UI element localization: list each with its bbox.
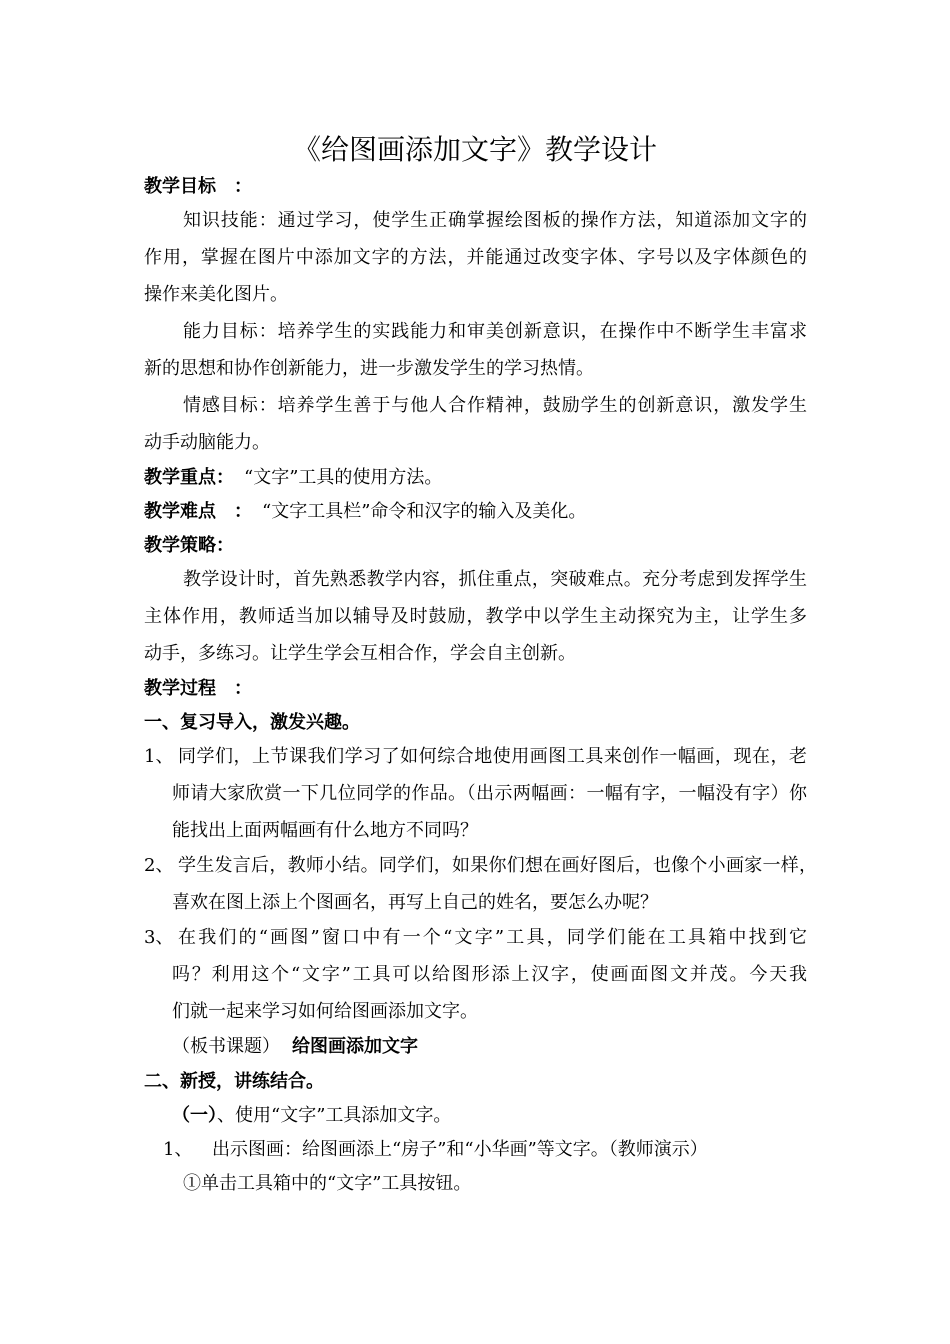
item-2-line-1: 学生发言后，教师小结。同学们，如果你们想在画好图后，也像个小画家一样， xyxy=(178,855,817,876)
ability-line-1: 能力目标：培养学生的实践能力和审美创新意识，在操作中不断学生丰富求 xyxy=(183,321,807,342)
sub-1-row xyxy=(172,1102,451,1130)
difficulty-text: “文字工具栏”命令和汉字的输入及美化。 xyxy=(262,501,587,522)
knowledge-line-2: 作用，掌握在图片中添加文字的方法，并能通过改变字体、字号以及字体颜色的 xyxy=(144,247,807,268)
item-1-line-2: 师请大家欣赏一下几位同学的作品。（出示两幅画：一幅有字，一幅没有字）你 xyxy=(172,783,807,804)
document-title: 《给图画添加文字》教学设计 xyxy=(292,133,657,166)
sub-1-text: 、使用“文字”工具添加文字。 xyxy=(217,1105,452,1126)
item-3-line-1: 在我们的“画图”窗口中有一个“文字”工具，同学们能在工具箱中找到它 xyxy=(178,927,807,948)
objectives-heading: 教学目标 ： xyxy=(144,176,252,197)
section-1-heading: 一、复习导入，激发兴趣。 xyxy=(144,712,360,733)
difficulty-row xyxy=(144,498,586,526)
ability-line-2: 新的思想和协作创新能力，进一步激发学生的学习热情。 xyxy=(144,358,594,379)
emotion-line-1: 情感目标：培养学生善于与他人合作精神，鼓励学生的创新意识，激发学生 xyxy=(183,395,807,416)
item-1-line-3: 能找出上面两幅画有什么地方不同吗？ xyxy=(172,820,478,841)
strategy-line-3: 动手，多练习。让学生学会互相合作，学会自主创新。 xyxy=(144,643,576,664)
key-point-text: “文字”工具的使用方法。 xyxy=(244,467,443,488)
board-title: 给图画添加文字 xyxy=(292,1036,418,1057)
step-1-text: 出示图画：给图画添上“房子”和“小华画”等文字。（教师演示） xyxy=(212,1139,708,1160)
strategy-heading: 教学策略： xyxy=(144,535,234,556)
section-2-heading: 二、新授，讲练结合。 xyxy=(144,1071,324,1092)
section-2-row xyxy=(144,1068,324,1096)
item-3-number: 3、 xyxy=(144,927,174,948)
strategy-line-1: 教学设计时，首先熟悉教学内容，抓住重点，突破难点。充分考虑到发挥学生 xyxy=(183,569,807,590)
step-1-number: 1、 xyxy=(163,1139,193,1160)
key-point-label: 教学重点： xyxy=(144,467,234,488)
key-point-row xyxy=(144,464,442,492)
board-row xyxy=(172,1033,418,1061)
sub-1-label: （一） xyxy=(172,1105,217,1126)
item-3-line-3: 们就一起来学习如何给图画添加文字。 xyxy=(172,1001,478,1022)
item-1-number: 1、 xyxy=(144,746,174,767)
difficulty-label: 教学难点 ： xyxy=(144,501,252,522)
board-label: （板书课题） xyxy=(172,1036,280,1057)
item-2-line-2: 喜欢在图上添上个图画名，再写上自己的姓名，要怎么办呢？ xyxy=(172,892,658,913)
item-3-line-2: 吗？利用这个“文字”工具可以给图形添上汉字，使画面图文并茂。今天我 xyxy=(172,964,807,985)
knowledge-line-1: 知识技能：通过学习，使学生正确掌握绘图板的操作方法，知道添加文字的 xyxy=(183,210,807,231)
process-heading: 教学过程 ： xyxy=(144,678,252,699)
emotion-line-2: 动手动脑能力。 xyxy=(144,432,270,453)
knowledge-line-3: 操作来美化图片。 xyxy=(144,284,288,305)
step-1-sub: ①单击工具箱中的“文字”工具按钮。 xyxy=(183,1173,472,1194)
strategy-line-2: 主体作用，教师适当加以辅导及时鼓励，教学中以学生主动探究为主，让学生多 xyxy=(144,606,807,627)
item-2-number: 2、 xyxy=(144,855,174,876)
item-1-line-1: 同学们，上节课我们学习了如何综合地使用画图工具来创作一幅画，现在，老 xyxy=(178,746,807,767)
